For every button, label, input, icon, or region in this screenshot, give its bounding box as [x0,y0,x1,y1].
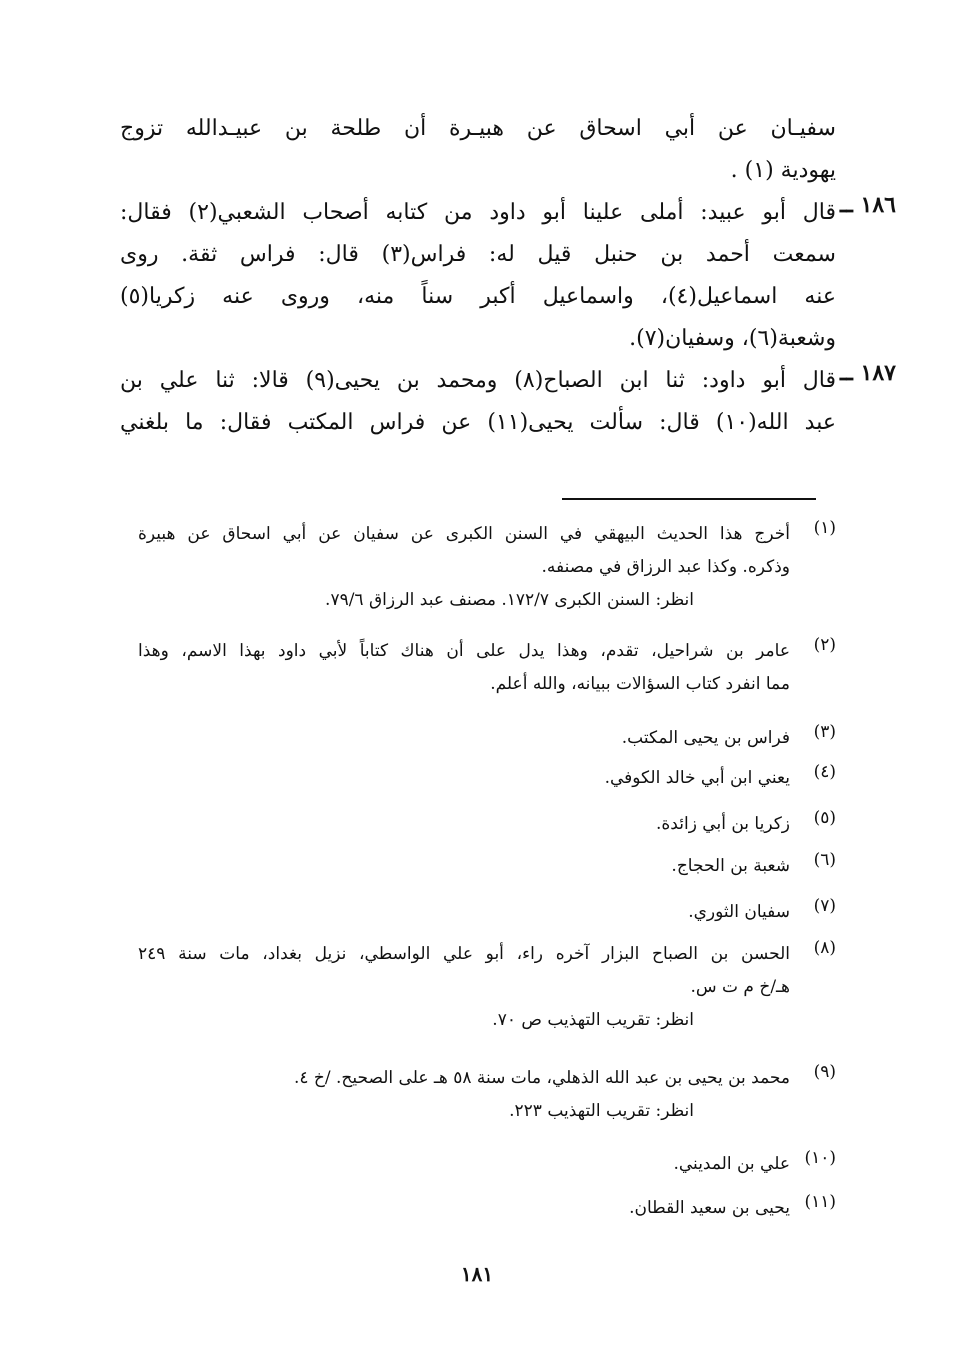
footnote-6 [671,850,836,883]
footnote-number: (٣) [813,722,836,742]
text-line: قال أبو داود: ثنا ابن الصباح(٨) ومحمد بن يحيى(٩) قالا: ثنا علي بن [120,368,836,393]
footnote-line: عامر بن شراحيل، تقدم، وهذا يدل على أن هناك كتاباً لأبي داود بهذا الاسم، وهذا [138,641,790,661]
text-line: قال أبو عبيد: أملى علينا أبو داود من كتابه أصحاب الشعبي(٢) فقال: [120,200,836,225]
footnote-10 [673,1148,836,1181]
footnote-number: (٥) [813,808,836,828]
text-line: سمعت أحمد بن حنبل قيل له: فراس(٣) قال: فراس ثقة. روى [120,242,836,267]
page-number: ١٨١ [460,1262,494,1286]
footnote-reference: انظر: السنن الكبرى ١٧٢/٧. مصنف عبد الرزاق ٧٩/٦. [325,590,694,610]
footnote-line: فراس بن يحيى المكتب. [621,728,790,748]
footnote-number: (٧) [813,896,836,916]
footnote-line: هـ/خ م ت س. [690,977,790,997]
footnote-2 [138,635,836,701]
footnote-number: (١١) [804,1192,836,1212]
footnote-number: (٨) [813,938,836,958]
footnote-reference: انظر: تقريب التهذيب ٢٢٣. [509,1101,694,1121]
text-line: يهودية (١) . [730,158,836,183]
footnote-reference: انظر: تقريب التهذيب ص ٧٠. [492,1010,694,1030]
text-line: سفيـان عن أبي اسحاق عن هبيـرة أن طلحة بن عبيـدالله تزوج [120,116,836,141]
footnote-9 [294,1062,836,1128]
footnote-line: يعني ابن أبي خالد الكوفي. [604,768,790,788]
footnote-7 [688,896,836,929]
footnote-8 [138,938,836,1037]
text-line: عبد الله(١٠) قال: سألت يحيى(١١) عن فراس المكتب فقال: ما بلغني [120,410,836,435]
footnote-line: شعبة بن الحجاج. [671,856,790,876]
footnote-number: (٦) [813,850,836,870]
footnote-number: (٩) [813,1062,836,1082]
footnote-line: الحسن بن الصباح البزار آخره راء، أبو علي الواسطي، نزيل بغداد، مات سنة ٢٤٩ [138,944,790,964]
footnote-number: (١٠) [804,1148,836,1168]
footnote-number: (١) [813,518,836,538]
footnote-separator [562,498,816,500]
entry-number: ١٨٧ ــ [839,360,896,386]
text-line: وشعبة(٦)، وسفيان(٧). [629,326,836,351]
footnote-line: محمد بن يحيى بن عبد الله الذهلي، مات سنة ٥٨ هـ على الصحيح. /خ ٤. [293,1068,790,1088]
text-line: عنه اسماعيل(٤)، واسماعيل أكبر سناً منه، وروى عنه زكريا(٥) [120,284,836,309]
footnote-line: سفيان الثوري. [688,902,790,922]
entry-187 [120,360,896,402]
footnote-number: (٤) [813,762,836,782]
footnote-4 [605,762,836,795]
footnote-line: أخرج هذا الحديث البيهقي في السنن الكبرى عن سفيان عن أبي اسحاق عن هبيرة [138,524,790,544]
footnote-3 [622,722,836,755]
footnote-number: (٢) [813,635,836,655]
footnote-line: زكريا بن أبي زائدة. [656,814,790,834]
footnote-5 [656,808,836,841]
footnote-line: يحيى بن سعيد القطان. [629,1198,790,1218]
footnote-11 [629,1192,836,1225]
footnote-1 [138,518,836,617]
entry-number: ١٨٦ ــ [839,192,896,218]
footnote-line: مما انفرد كتاب السؤالات ببيانه، والله أعلم. [490,674,790,694]
entry-186 [120,192,896,234]
footnote-line: علي بن المديني. [673,1154,790,1174]
main-text [120,108,896,444]
footnote-line: وذكره. وكذا عبد الرزاق في مصنفه. [541,557,790,577]
